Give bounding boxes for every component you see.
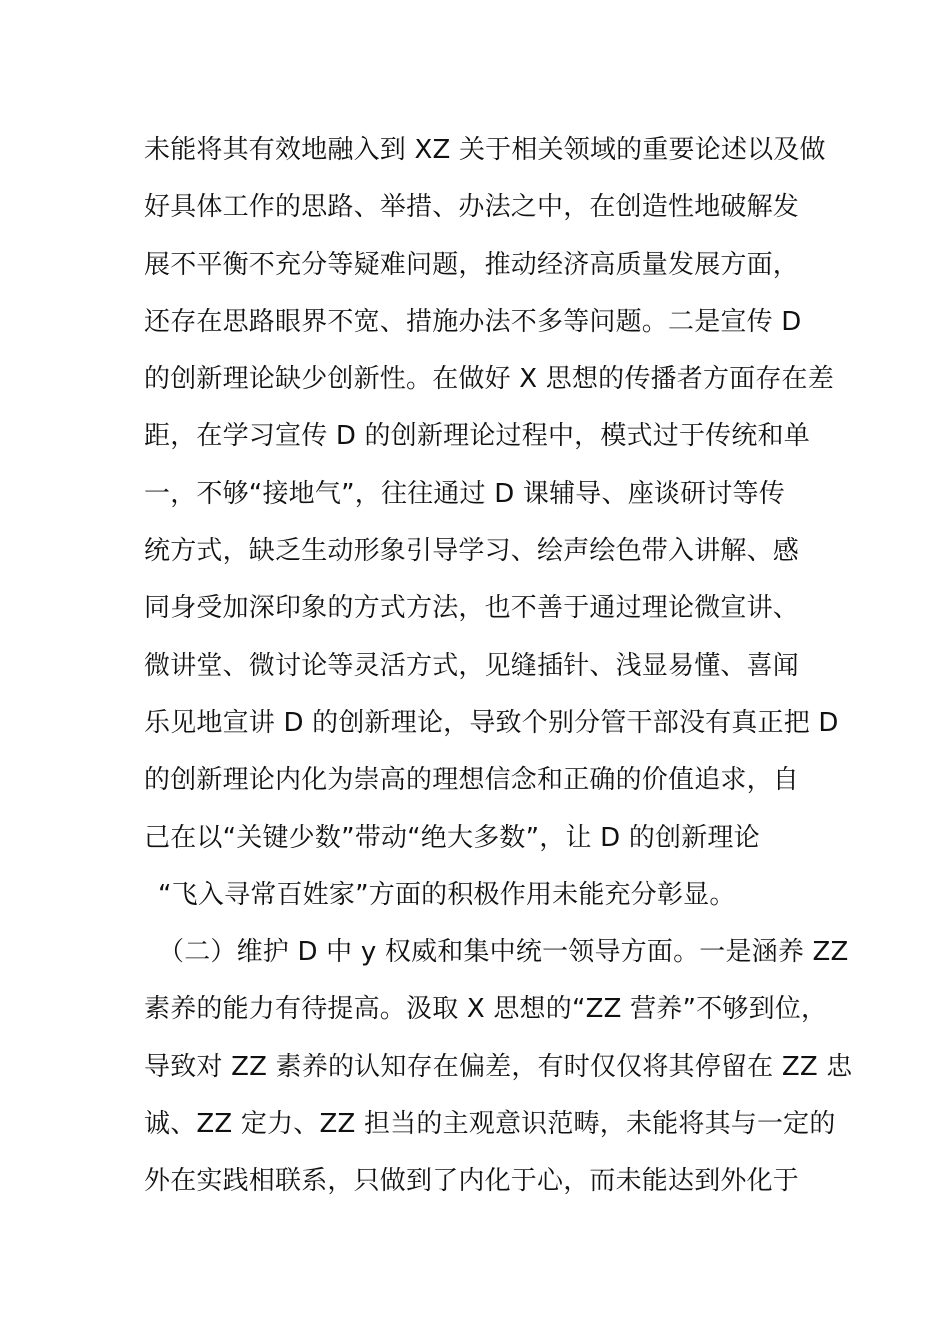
text-line: 展不平衡不充分等疑难问题，推动经济高质量发展方面，	[144, 249, 800, 280]
text-line: 诚、ZZ 定力、ZZ 担当的主观意识范畴，未能将其与一定的	[144, 1109, 836, 1140]
text-line: 未能将其有效地融入到 XZ 关于相关领域的重要论述以及做	[144, 135, 826, 165]
text-line: 导致对 ZZ 素养的认知存在偏差，有时仅仅将其停留在 ZZ 忠	[144, 1051, 853, 1082]
text-line: 外在实践相联系，只做到了内化于心，而未能达到外化于	[144, 1166, 800, 1197]
text-line: 统方式，缺乏生动形象引导学习、绘声绘色带入讲解、感	[144, 536, 800, 567]
text-line: 还存在思路眼界不宽、措施办法不多等问题。二是宣传 D	[144, 306, 802, 337]
text-line: 同身受加深印象的方式方法，也不善于通过理论微宣讲、	[144, 593, 800, 624]
body-text	[144, 122, 853, 1211]
text-line: 微讲堂、微讨论等灵活方式，见缝插针、浅显易懂、喜闻	[144, 650, 800, 681]
text-line: 距，在学习宣传 D 的创新理论过程中，模式过于传统和单	[144, 421, 810, 452]
text-line: 己在以“关键少数”带动“绝大多数”，让 D 的创新理论	[144, 822, 760, 853]
text-line: 素养的能力有待提高。汲取 X 思想的“ZZ 营养”不够到位，	[144, 994, 828, 1025]
text-line: 一，不够“接地气”，往往通过 D 课辅导、座谈研讨等传	[144, 478, 785, 509]
text-line: 的创新理论缺少创新性。在做好 X 思想的传播者方面存在差	[144, 364, 834, 395]
text-line: 乐见地宣讲 D 的创新理论，导致个别分管干部没有真正把 D	[144, 707, 839, 738]
text-line: “飞入寻常百姓家”方面的积极作用未能充分彰显。	[158, 879, 736, 910]
text-line: 的创新理论内化为崇高的理想信念和正确的价值追求，自	[144, 765, 800, 796]
text-line: 好具体工作的思路、举措、办法之中，在创造性地破解发	[144, 192, 800, 223]
text-line: （二）维护 D 中 y 权威和集中统一领导方面。一是涵养 ZZ	[158, 937, 849, 968]
